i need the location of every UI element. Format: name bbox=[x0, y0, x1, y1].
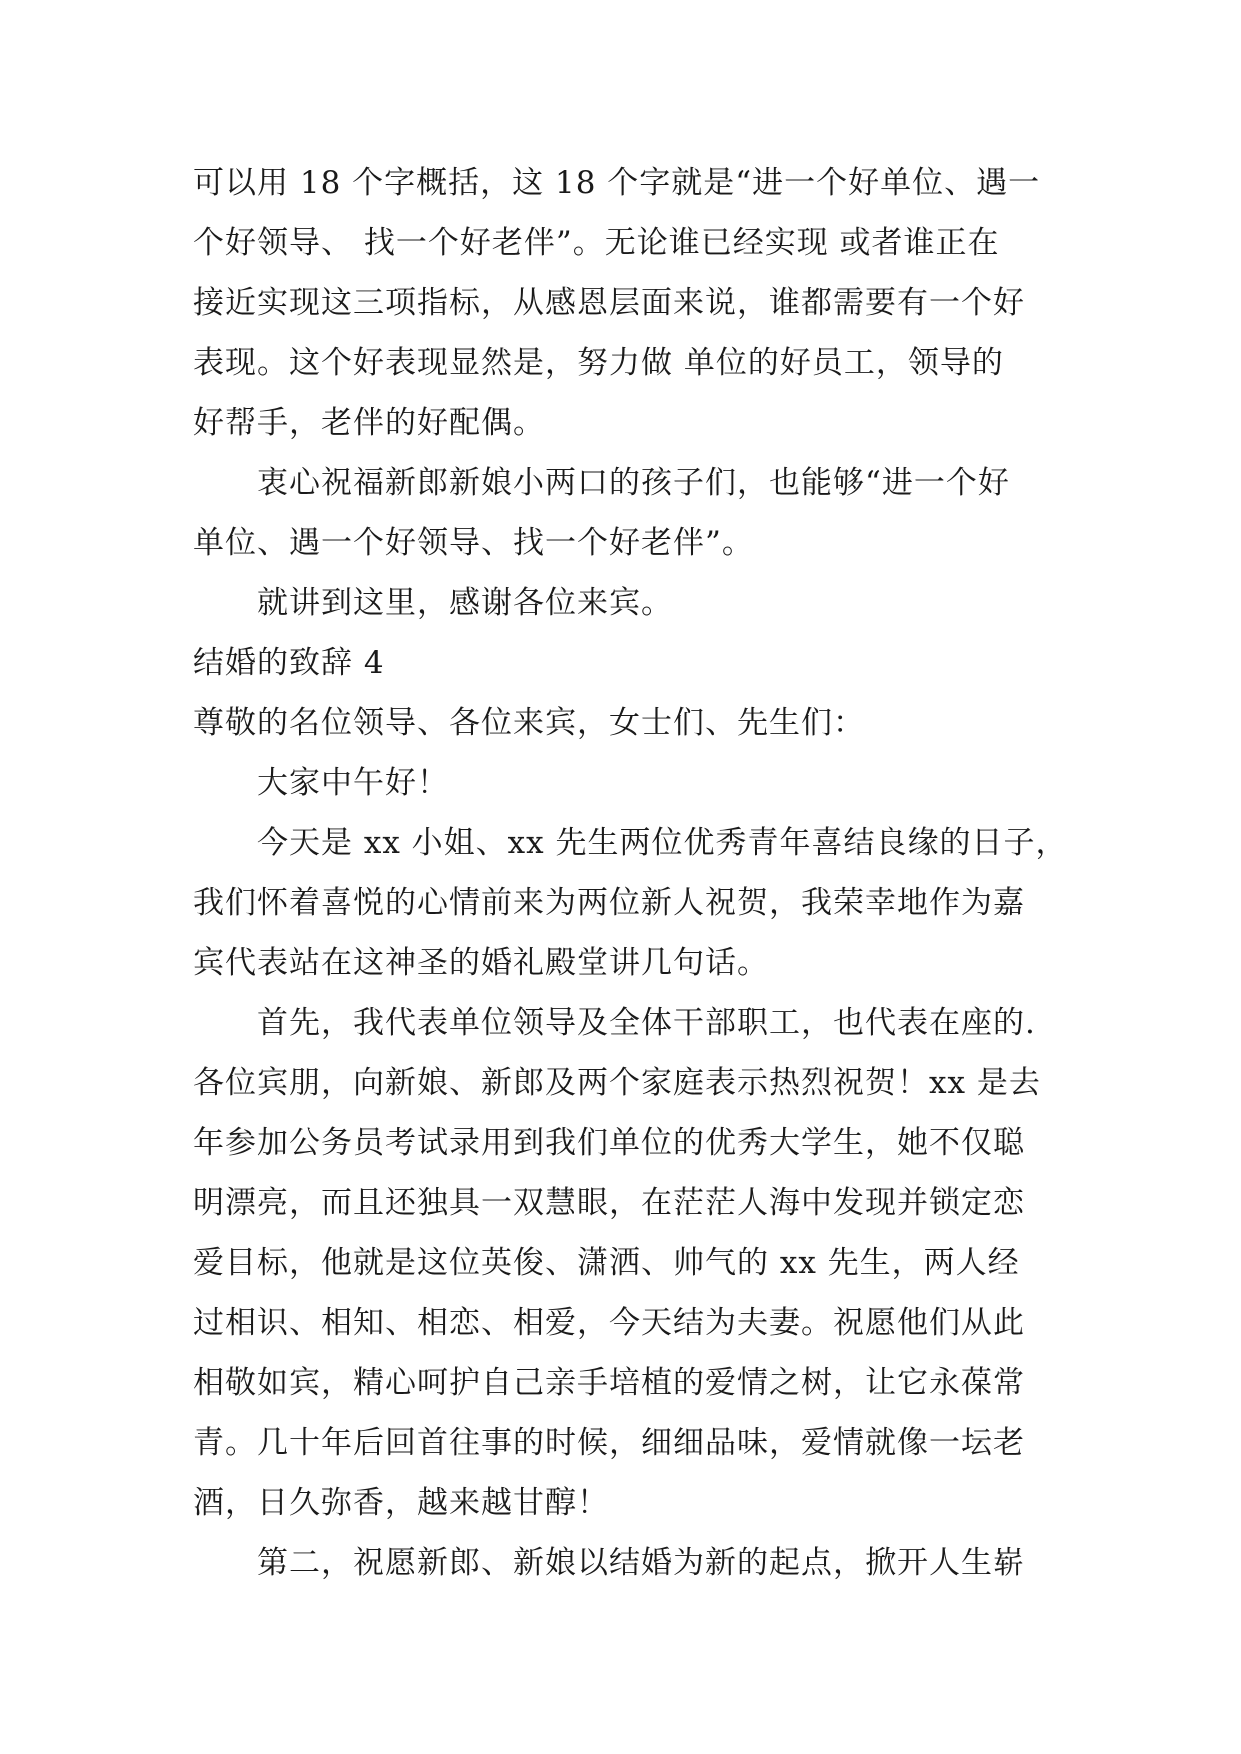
text-line: 可以用 18 个字概括，这 18 个字就是“进一个好单位、遇一 bbox=[193, 165, 1041, 201]
text-line: 相敬如宾，精心呵护自己亲手培植的爱情之树，让它永葆常 bbox=[193, 1365, 1025, 1401]
text-line: 宾代表站在这神圣的婚礼殿堂讲几句话。 bbox=[193, 945, 769, 981]
text-line: 酒，日久弥香，越来越甘醇！ bbox=[193, 1485, 609, 1521]
document-body bbox=[193, 153, 1068, 1593]
text-line: 就讲到这里，感谢各位来宾。 bbox=[257, 585, 673, 621]
text-line: 衷心祝福新郎新娘小两口的孩子们，也能够“进一个好 bbox=[257, 465, 1010, 501]
text-line: 明漂亮，而且还独具一双慧眼，在茫茫人海中发现并锁定恋 bbox=[193, 1185, 1025, 1221]
text-line: 尊敬的名位领导、各位来宾，女士们、先生们： bbox=[193, 705, 865, 741]
text-line: 结婚的致辞 4 bbox=[193, 645, 385, 681]
text-line: 单位、遇一个好领导、找一个好老伴”。 bbox=[193, 525, 754, 561]
text-line: 年参加公务员考试录用到我们单位的优秀大学生，她不仅聪 bbox=[193, 1125, 1025, 1161]
text-line: 个好领导、 找一个好老伴”。无论谁已经实现 或者谁正在 bbox=[193, 225, 1000, 261]
text-line: 大家中午好！ bbox=[257, 765, 449, 801]
text-line: 好帮手，老伴的好配偶。 bbox=[193, 405, 545, 441]
text-line: 第二，祝愿新郎、新娘以结婚为新的起点，掀开人生崭 bbox=[257, 1545, 1025, 1581]
text-line: 接近实现这三项指标，从感恩层面来说，谁都需要有一个好 bbox=[193, 285, 1025, 321]
text-line: 爱目标，他就是这位英俊、潇洒、帅气的 xx 先生，两人经 bbox=[193, 1245, 1020, 1281]
text-line: 我们怀着喜悦的心情前来为两位新人祝贺，我荣幸地作为嘉 bbox=[193, 885, 1025, 921]
text-line: 青。几十年后回首往事的时候，细细品味，爱情就像一坛老 bbox=[193, 1425, 1025, 1461]
text-line: 表现。这个好表现显然是，努力做 单位的好员工，领导的 bbox=[193, 345, 1004, 381]
text-line: 各位宾朋，向新娘、新郎及两个家庭表示热烈祝贺！xx 是去 bbox=[193, 1065, 1041, 1101]
text-line: 首先，我代表单位领导及全体干部职工，也代表在座的. bbox=[257, 1005, 1036, 1041]
text-line: 过相识、相知、相恋、相爱，今天结为夫妻。祝愿他们从此 bbox=[193, 1305, 1025, 1341]
text-line: 今天是 xx 小姐、xx 先生两位优秀青年喜结良缘的日子， bbox=[257, 825, 1068, 861]
